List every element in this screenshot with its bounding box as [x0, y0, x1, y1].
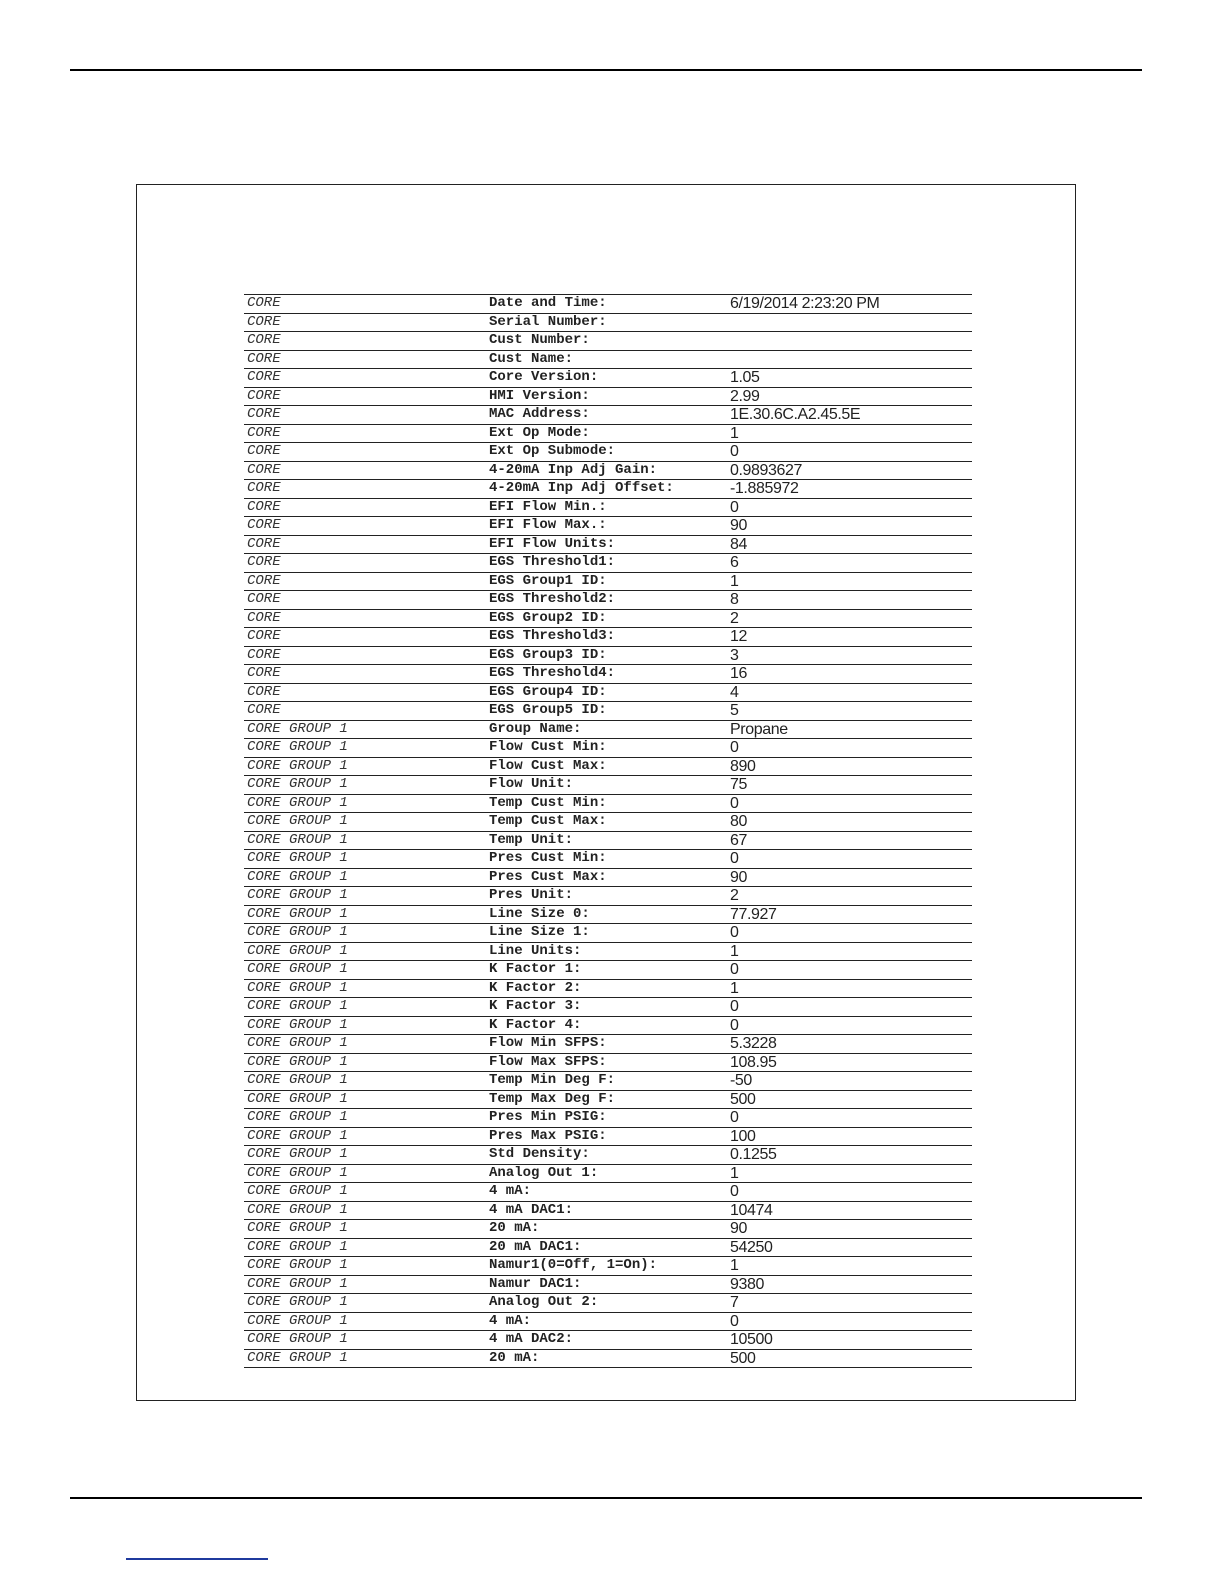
- table-row: [244, 351, 972, 370]
- table-row: [244, 1220, 972, 1239]
- table-row: [244, 758, 972, 777]
- parameter-cell: Pres Max PSIG:: [489, 1127, 607, 1144]
- section-cell: CORE GROUP 1: [247, 887, 348, 903]
- section-cell: CORE GROUP 1: [247, 1257, 348, 1273]
- section-cell: CORE GROUP 1: [247, 961, 348, 977]
- parameter-cell: K Factor 2:: [489, 979, 582, 996]
- section-cell: CORE: [247, 665, 281, 681]
- section-cell: CORE GROUP 1: [247, 1072, 348, 1088]
- section-cell: CORE: [247, 443, 281, 459]
- value-cell: 6/19/2014 2:23:20 PM: [730, 295, 880, 312]
- section-cell: CORE: [247, 609, 281, 626]
- table-row: [244, 1165, 972, 1184]
- section-cell: CORE GROUP 1: [247, 1275, 348, 1292]
- table-row: [244, 1035, 972, 1054]
- value-cell: 12: [730, 628, 747, 645]
- value-cell: 500: [730, 1349, 756, 1367]
- section-cell: CORE: [247, 332, 281, 348]
- parameter-cell: EGS Group5 ID:: [489, 702, 607, 718]
- table-row: [244, 554, 972, 573]
- parameter-cell: Flow Min SFPS:: [489, 1035, 607, 1051]
- table-row: [244, 943, 972, 962]
- parameter-cell: EFI Flow Min.:: [489, 498, 607, 515]
- parameter-cell: Temp Min Deg F:: [489, 1072, 616, 1088]
- parameter-cell: Pres Cust Max:: [489, 868, 607, 885]
- table-row: [244, 832, 972, 851]
- parameter-cell: Ext Op Mode:: [489, 424, 590, 441]
- footer-link-underline[interactable]: [126, 1558, 268, 1560]
- parameter-cell: EGS Group4 ID:: [489, 683, 607, 700]
- parameter-cell: HMI Version:: [489, 387, 590, 404]
- table-row: [244, 480, 972, 499]
- section-cell: CORE GROUP 1: [247, 1201, 348, 1218]
- parameter-cell: 4 mA DAC2:: [489, 1331, 574, 1347]
- table-row: [244, 665, 972, 684]
- value-cell: 0: [730, 961, 739, 978]
- value-cell: 90: [730, 868, 747, 886]
- table-row: [244, 1350, 972, 1369]
- value-cell: 0.1255: [730, 1146, 777, 1163]
- section-cell: CORE: [247, 461, 281, 478]
- value-cell: 6: [730, 554, 739, 571]
- header-rule: [70, 69, 1142, 71]
- section-cell: CORE GROUP 1: [247, 1090, 348, 1107]
- table-row: [244, 332, 972, 351]
- section-cell: CORE GROUP 1: [247, 998, 348, 1014]
- table-row: [244, 499, 972, 518]
- parameter-cell: Flow Cust Max:: [489, 757, 607, 774]
- section-cell: CORE GROUP 1: [247, 1349, 348, 1366]
- parameter-cell: EGS Threshold2:: [489, 591, 616, 607]
- value-cell: 1: [730, 979, 739, 997]
- table-row: [244, 1072, 972, 1091]
- value-cell: 0: [730, 498, 739, 516]
- section-cell: CORE GROUP 1: [247, 1220, 348, 1236]
- table-row: [244, 906, 972, 925]
- value-cell: 5: [730, 702, 739, 719]
- table-row: [244, 647, 972, 666]
- parameter-cell: EFI Flow Max.:: [489, 517, 607, 533]
- table-row: [244, 684, 972, 703]
- section-cell: CORE: [247, 369, 281, 385]
- parameter-cell: EGS Group2 ID:: [489, 609, 607, 626]
- section-cell: CORE GROUP 1: [247, 776, 348, 792]
- table-row: [244, 739, 972, 758]
- parameter-cell: Line Size 1:: [489, 924, 590, 940]
- table-row: [244, 813, 972, 832]
- parameter-cell: EGS Group1 ID:: [489, 572, 607, 589]
- settings-report-table: [244, 294, 972, 1368]
- section-cell: CORE: [247, 628, 281, 644]
- value-cell: Propane: [730, 720, 788, 738]
- parameter-cell: EGS Group3 ID:: [489, 646, 607, 663]
- parameter-cell: Temp Max Deg F:: [489, 1090, 616, 1107]
- section-cell: CORE GROUP 1: [247, 1294, 348, 1310]
- value-cell: 0: [730, 1183, 739, 1200]
- table-row: [244, 1239, 972, 1258]
- section-cell: CORE GROUP 1: [247, 1035, 348, 1051]
- value-cell: 5.3228: [730, 1035, 777, 1052]
- parameter-cell: Pres Unit:: [489, 887, 574, 903]
- parameter-cell: Date and Time:: [489, 295, 607, 311]
- value-cell: 2: [730, 609, 739, 627]
- value-cell: 75: [730, 776, 747, 793]
- value-cell: 2: [730, 887, 739, 904]
- value-cell: 500: [730, 1090, 756, 1108]
- value-cell: 2.99: [730, 387, 760, 405]
- value-cell: 1: [730, 424, 739, 442]
- parameter-cell: Flow Unit:: [489, 776, 574, 792]
- parameter-cell: Ext Op Submode:: [489, 443, 616, 459]
- table-row: [244, 869, 972, 888]
- section-cell: CORE: [247, 350, 281, 367]
- section-cell: CORE: [247, 683, 281, 700]
- table-row: [244, 1109, 972, 1128]
- section-cell: CORE: [247, 535, 281, 552]
- section-cell: CORE GROUP 1: [247, 1183, 348, 1199]
- table-row: [244, 536, 972, 555]
- value-cell: 67: [730, 831, 747, 849]
- section-cell: CORE: [247, 480, 281, 496]
- parameter-cell: 20 mA:: [489, 1220, 540, 1236]
- section-cell: CORE GROUP 1: [247, 905, 348, 922]
- table-row: [244, 1017, 972, 1036]
- value-cell: 0: [730, 1312, 739, 1330]
- section-cell: CORE: [247, 424, 281, 441]
- section-cell: CORE GROUP 1: [247, 1331, 348, 1347]
- table-row: [244, 1257, 972, 1276]
- section-cell: CORE GROUP 1: [247, 1127, 348, 1144]
- table-row: [244, 1054, 972, 1073]
- value-cell: 90: [730, 517, 747, 534]
- value-cell: 90: [730, 1220, 747, 1237]
- value-cell: 0.9893627: [730, 461, 803, 479]
- parameter-cell: Line Size 0:: [489, 905, 590, 922]
- table-row: [244, 573, 972, 592]
- parameter-cell: Flow Cust Min:: [489, 739, 607, 755]
- table-row: [244, 1276, 972, 1295]
- parameter-cell: MAC Address:: [489, 406, 590, 422]
- parameter-cell: 4-20mA Inp Adj Offset:: [489, 480, 674, 496]
- value-cell: 84: [730, 535, 747, 553]
- value-cell: 890: [730, 757, 756, 775]
- value-cell: 0: [730, 850, 739, 867]
- table-row: [244, 721, 972, 740]
- parameter-cell: Core Version:: [489, 369, 599, 385]
- parameter-cell: K Factor 4:: [489, 1016, 582, 1033]
- table-row: [244, 850, 972, 869]
- value-cell: 1: [730, 572, 739, 590]
- parameter-cell: EGS Threshold1:: [489, 554, 616, 570]
- value-cell: 10500: [730, 1331, 773, 1348]
- value-cell: 0: [730, 1109, 739, 1126]
- table-row: [244, 1313, 972, 1332]
- parameter-cell: Temp Cust Max:: [489, 813, 607, 829]
- parameter-cell: Namur1(0=Off, 1=On):: [489, 1257, 658, 1273]
- table-row: [244, 406, 972, 425]
- table-row: [244, 887, 972, 906]
- section-cell: CORE GROUP 1: [247, 794, 348, 811]
- parameter-cell: 20 mA:: [489, 1349, 540, 1366]
- parameter-cell: EGS Threshold4:: [489, 665, 616, 681]
- table-row: [244, 1202, 972, 1221]
- section-cell: CORE: [247, 498, 281, 515]
- value-cell: 3: [730, 646, 739, 664]
- parameter-cell: 4 mA:: [489, 1312, 532, 1329]
- table-row: [244, 1183, 972, 1202]
- table-row: [244, 295, 972, 314]
- section-cell: CORE GROUP 1: [247, 739, 348, 755]
- table-row: [244, 961, 972, 980]
- table-row: [244, 1331, 972, 1350]
- table-row: [244, 1091, 972, 1110]
- value-cell: 4: [730, 683, 739, 701]
- parameter-cell: 4-20mA Inp Adj Gain:: [489, 461, 658, 478]
- value-cell: 1: [730, 1164, 739, 1182]
- value-cell: 1: [730, 942, 739, 960]
- table-row: [244, 998, 972, 1017]
- parameter-cell: Line Units:: [489, 942, 582, 959]
- value-cell: 0: [730, 739, 739, 756]
- section-cell: CORE: [247, 517, 281, 533]
- table-row: [244, 314, 972, 333]
- section-cell: CORE GROUP 1: [247, 1164, 348, 1181]
- parameter-cell: 4 mA:: [489, 1183, 532, 1199]
- section-cell: CORE GROUP 1: [247, 924, 348, 940]
- table-row: [244, 1146, 972, 1165]
- parameter-cell: Serial Number:: [489, 313, 607, 330]
- value-cell: 80: [730, 813, 747, 830]
- parameter-cell: 4 mA DAC1:: [489, 1201, 574, 1218]
- table-row: [244, 628, 972, 647]
- parameter-cell: Namur DAC1:: [489, 1275, 582, 1292]
- parameter-cell: Temp Unit:: [489, 831, 574, 848]
- table-row: [244, 369, 972, 388]
- section-cell: CORE GROUP 1: [247, 757, 348, 774]
- footer-rule: [70, 1497, 1142, 1499]
- parameter-cell: Std Density:: [489, 1146, 590, 1162]
- section-cell: CORE GROUP 1: [247, 979, 348, 996]
- value-cell: 1.05: [730, 369, 760, 386]
- value-cell: 8: [730, 591, 739, 608]
- section-cell: CORE: [247, 313, 281, 330]
- section-cell: CORE GROUP 1: [247, 850, 348, 866]
- value-cell: 77.927: [730, 905, 777, 923]
- value-cell: 9380: [730, 1275, 764, 1293]
- value-cell: 100: [730, 1127, 756, 1145]
- table-row: [244, 591, 972, 610]
- section-cell: CORE: [247, 572, 281, 589]
- parameter-cell: EFI Flow Units:: [489, 535, 616, 552]
- table-row: [244, 425, 972, 444]
- table-row: [244, 1128, 972, 1147]
- table-row: [244, 610, 972, 629]
- parameter-cell: Cust Name:: [489, 350, 574, 367]
- section-cell: CORE GROUP 1: [247, 1238, 348, 1255]
- table-row: [244, 702, 972, 721]
- table-row: [244, 924, 972, 943]
- section-cell: CORE: [247, 295, 281, 311]
- section-cell: CORE GROUP 1: [247, 1053, 348, 1070]
- value-cell: 1: [730, 1257, 739, 1274]
- section-cell: CORE GROUP 1: [247, 831, 348, 848]
- section-cell: CORE: [247, 554, 281, 570]
- value-cell: 54250: [730, 1238, 773, 1256]
- parameter-cell: Cust Number:: [489, 332, 590, 348]
- section-cell: CORE: [247, 387, 281, 404]
- table-row: [244, 980, 972, 999]
- value-cell: 16: [730, 665, 747, 682]
- parameter-cell: Flow Max SFPS:: [489, 1053, 607, 1070]
- value-cell: 0: [730, 924, 739, 941]
- section-cell: CORE GROUP 1: [247, 813, 348, 829]
- value-cell: 7: [730, 1294, 739, 1311]
- parameter-cell: K Factor 3:: [489, 998, 582, 1014]
- value-cell: -1.885972: [730, 480, 799, 497]
- section-cell: CORE: [247, 646, 281, 663]
- section-cell: CORE: [247, 591, 281, 607]
- section-cell: CORE GROUP 1: [247, 720, 348, 737]
- table-row: [244, 388, 972, 407]
- value-cell: 0: [730, 998, 739, 1015]
- parameter-cell: Pres Min PSIG:: [489, 1109, 607, 1125]
- table-row: [244, 795, 972, 814]
- table-row: [244, 443, 972, 462]
- table-row: [244, 1294, 972, 1313]
- parameter-cell: Temp Cust Min:: [489, 794, 607, 811]
- parameter-cell: EGS Threshold3:: [489, 628, 616, 644]
- section-cell: CORE GROUP 1: [247, 868, 348, 885]
- parameter-cell: 20 mA DAC1:: [489, 1238, 582, 1255]
- table-row: [244, 517, 972, 536]
- parameter-cell: Pres Cust Min:: [489, 850, 607, 866]
- section-cell: CORE: [247, 406, 281, 422]
- table-row: [244, 462, 972, 481]
- value-cell: 108.95: [730, 1053, 777, 1071]
- table-row: [244, 776, 972, 795]
- section-cell: CORE GROUP 1: [247, 1146, 348, 1162]
- section-cell: CORE GROUP 1: [247, 1109, 348, 1125]
- value-cell: 0: [730, 794, 739, 812]
- value-cell: 0: [730, 1016, 739, 1034]
- parameter-cell: K Factor 1:: [489, 961, 582, 977]
- value-cell: -50: [730, 1072, 752, 1089]
- value-cell: 10474: [730, 1201, 773, 1219]
- value-cell: 0: [730, 443, 739, 460]
- section-cell: CORE GROUP 1: [247, 942, 348, 959]
- parameter-cell: Analog Out 1:: [489, 1164, 599, 1181]
- parameter-cell: Analog Out 2:: [489, 1294, 599, 1310]
- section-cell: CORE GROUP 1: [247, 1016, 348, 1033]
- section-cell: CORE GROUP 1: [247, 1312, 348, 1329]
- value-cell: 1E.30.6C.A2.45.5E: [730, 406, 861, 423]
- section-cell: CORE: [247, 702, 281, 718]
- parameter-cell: Group Name:: [489, 720, 582, 737]
